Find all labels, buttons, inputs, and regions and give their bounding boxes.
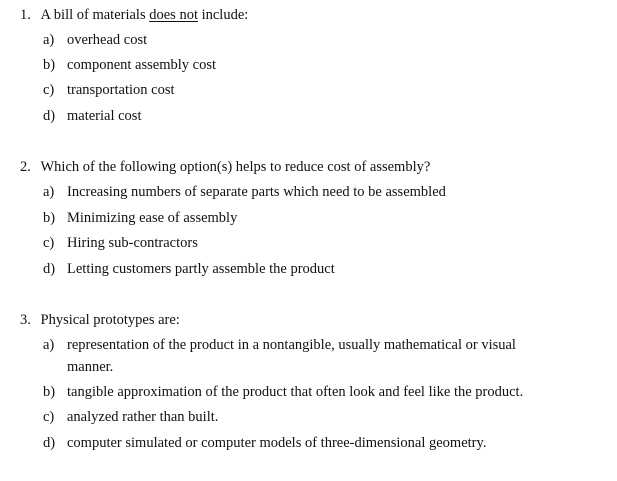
option-text: material cost bbox=[67, 108, 142, 124]
option-letter: d) bbox=[43, 435, 56, 451]
option-letter: c) bbox=[43, 235, 55, 251]
option-text: tangible approximation of the product that often look and feel like the product. bbox=[67, 384, 524, 400]
question-text: A bill of materials does not include: bbox=[40, 7, 249, 23]
question-1-stem bbox=[20, 6, 248, 24]
option-text: overhead cost bbox=[67, 32, 148, 48]
question-2-stem bbox=[20, 158, 430, 176]
option-text-continuation: manner. bbox=[67, 359, 114, 375]
option-letter: b) bbox=[43, 384, 56, 400]
option-letter: d) bbox=[43, 108, 56, 124]
question-number: 2. bbox=[20, 159, 31, 175]
question-number: 1. bbox=[20, 7, 31, 23]
option-text: analyzed rather than built. bbox=[67, 409, 219, 425]
option-letter: a) bbox=[43, 32, 55, 48]
option-text: transportation cost bbox=[67, 82, 175, 98]
question-text: Physical prototypes are: bbox=[40, 312, 180, 328]
option-letter: a) bbox=[43, 337, 55, 353]
option-letter: c) bbox=[43, 409, 55, 425]
question-text: Which of the following option(s) helps to reduce cost of assembly? bbox=[40, 159, 431, 175]
option-letter: a) bbox=[43, 184, 55, 200]
question-3-stem bbox=[20, 311, 180, 329]
option-text: Hiring sub-contractors bbox=[67, 235, 198, 251]
option-text: representation of the product in a nontangible, usually mathematical or visual bbox=[67, 337, 516, 353]
option-text: computer simulated or computer models of three-dimensional geometry. bbox=[67, 435, 487, 451]
option-text: Letting customers partly assemble the product bbox=[67, 261, 335, 277]
option-letter: d) bbox=[43, 261, 56, 277]
option-letter: c) bbox=[43, 82, 55, 98]
option-text: Minimizing ease of assembly bbox=[67, 210, 238, 226]
option-text: component assembly cost bbox=[67, 57, 217, 73]
underlined-emphasis: does not bbox=[149, 7, 198, 23]
option-letter: b) bbox=[43, 210, 56, 226]
option-text: Increasing numbers of separate parts which need to be assembled bbox=[67, 184, 446, 200]
question-number: 3. bbox=[20, 312, 31, 328]
option-letter: b) bbox=[43, 57, 56, 73]
